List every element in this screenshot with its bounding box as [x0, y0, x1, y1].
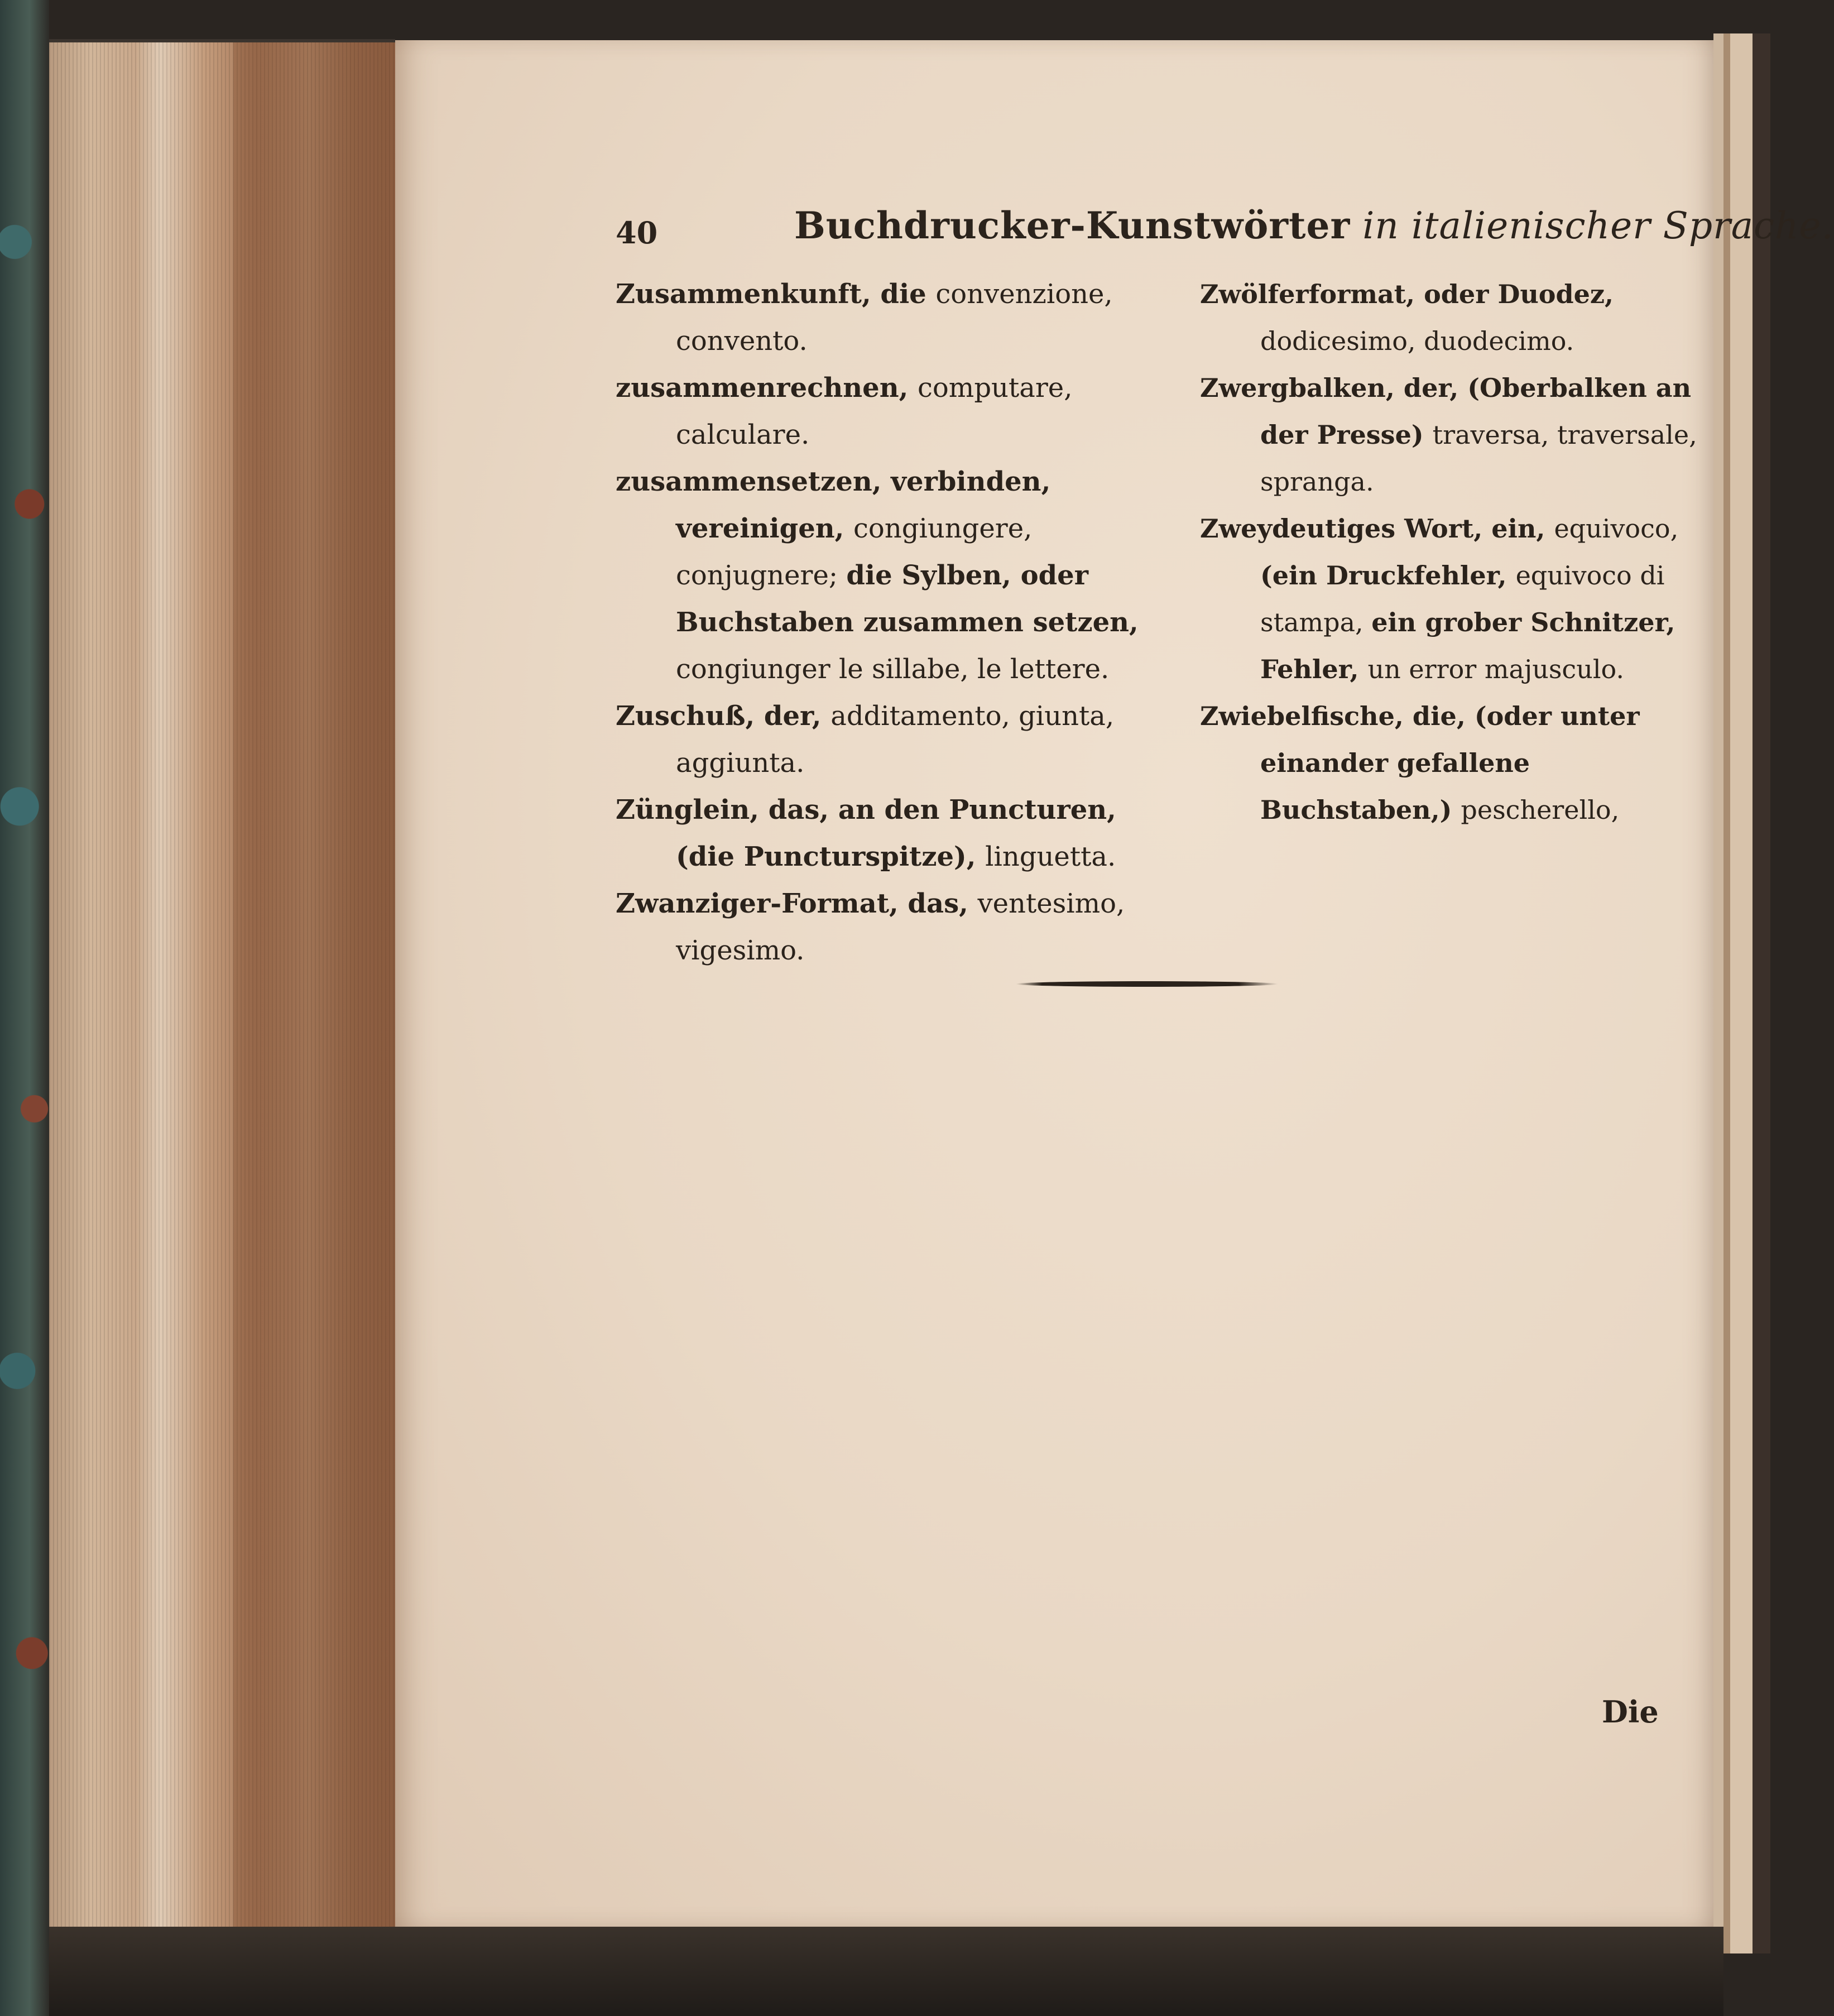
page-number: 40 — [616, 215, 658, 251]
page-header — [616, 204, 1834, 254]
dictionary-entry: Zwölferformat, oder Duodez, dodicesimo, duodecimo. — [1200, 279, 1614, 356]
bottom-shadow — [49, 1927, 1723, 2016]
page-edges — [49, 39, 395, 1932]
dictionary-entry: Zuschuß, der, additamento, giunta, aggiunta. — [616, 700, 1115, 779]
dictionary-entry: Zusammenkunft, die convenzione, convento. — [616, 279, 1113, 357]
marbled-cover — [0, 0, 49, 2016]
section-rule — [1016, 981, 1278, 987]
page-edge-shade — [233, 42, 395, 1932]
dictionary-entry: zusammenrechnen, computare, calculare. — [616, 372, 1073, 450]
running-title-german: Buchdrucker-Kunstwörter — [794, 204, 1351, 247]
dictionary-entry: Zweydeutiges Wort, ein, equivoco, (ein Druckfehler, equivoco di stampa, ein grober Schnitzer, Fehler, un error majusculo. — [1200, 513, 1679, 684]
dictionary-entry: Zwergbalken, der, (Oberbalken an der Presse) traversa, traversale, spranga. — [1200, 373, 1697, 497]
right-board-edge — [1713, 33, 1770, 1953]
running-title-rest: in italienischer Sprache. — [1350, 204, 1834, 247]
catchword: Die — [1602, 1694, 1659, 1730]
dictionary-entry: Zünglein, das, an den Puncturen, (die Puncturspitze), linguetta. — [616, 794, 1116, 872]
running-title — [794, 204, 1834, 247]
dictionary-entry: Zwanziger-Format, das, ventesimo, vigesimo. — [616, 888, 1125, 966]
left-column — [616, 271, 1174, 974]
dictionary-entry: zusammensetzen, verbinden, vereinigen, congiungere, conjugnere; die Sylben, oder Buchstaben zusammen setzen, congiunger le sillabe, le lettere. — [616, 466, 1139, 685]
dictionary-entry: Zwiebelfische, die, (oder unter einander gefallene Buchstaben,) pescherello, — [1200, 701, 1640, 825]
right-column — [1200, 271, 1702, 833]
